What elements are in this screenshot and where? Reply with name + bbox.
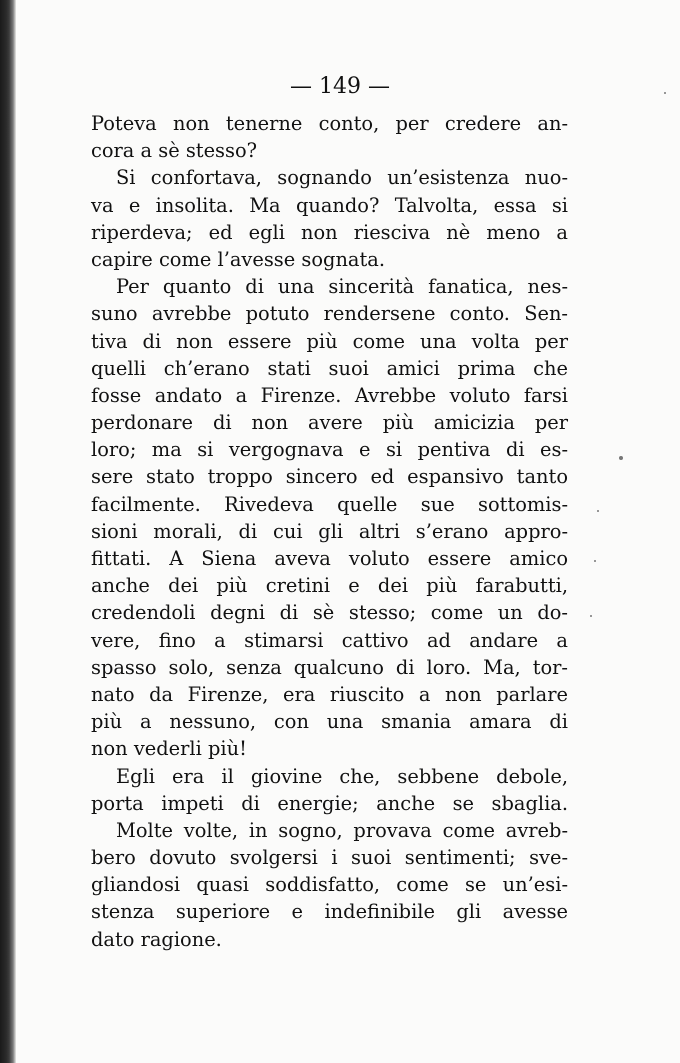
text-line: Egli era il giovine che, sebbene debole, xyxy=(116,764,568,788)
text-line: va e insolita. Ma quando? Talvolta, essa si xyxy=(91,193,568,217)
text-line: loro; ma si vergognava e si pentiva di es- xyxy=(91,438,568,462)
text-line: suno avrebbe potuto rendersene conto. Sen- xyxy=(91,302,568,326)
text-line: cora a sè stesso? xyxy=(91,139,258,163)
text-line: tiva di non essere più come una volta per xyxy=(91,329,568,353)
text-line: riperdeva; ed egli non riesciva nè meno a xyxy=(91,220,568,244)
text-line: non vederli più! xyxy=(91,737,247,761)
text-line: fittati. A Siena aveva voluto essere amico xyxy=(91,547,568,570)
text-line: capire come l’avesse sognata. xyxy=(91,247,386,271)
text-line: fosse andato a Firenze. Avrebbe voluto farsi xyxy=(91,383,568,407)
paper-speck xyxy=(594,560,596,562)
paper-speck xyxy=(619,456,623,460)
text-line: gliandosi quasi soddisfatto, come se un’esi- xyxy=(91,873,568,897)
text-line: sioni morali, di cui gli altri s’erano appro- xyxy=(91,519,568,543)
binding-shadow xyxy=(0,0,16,1063)
text-line: Poteva non tenerne conto, per credere an- xyxy=(91,112,568,135)
text-line: Si confortava, sognando un’esistenza nuo- xyxy=(116,166,568,190)
paper-speck xyxy=(597,510,599,512)
page-number: — 149 — xyxy=(290,74,390,99)
text-line: stenza superiore e indefinibile gli avesse xyxy=(91,900,568,924)
text-line: porta impeti di energie; anche se sbaglia. xyxy=(91,791,568,815)
text-line: Per quanto di una sincerità fanatica, nes- xyxy=(116,275,568,299)
body-text xyxy=(91,110,568,953)
text-line: nato da Firenze, era riuscito a non parlare xyxy=(91,682,568,706)
text-line: spasso solo, senza qualcuno di loro. Ma, tor- xyxy=(91,655,568,679)
text-line: sere stato troppo sincero ed espansivo tanto xyxy=(91,465,568,489)
text-line: anche dei più cretini e dei più farabutti, xyxy=(91,574,568,598)
text-line: perdonare di non avere più amicizia per xyxy=(91,411,568,435)
text-line: quelli ch’erano stati suoi amici prima che xyxy=(91,356,568,380)
paper-speck xyxy=(590,615,592,617)
text-line: facilmente. Rivedeva quelle sue sottomis- xyxy=(91,492,568,516)
text-line: vere, fino a stimarsi cattivo ad andare a xyxy=(91,628,568,652)
text-line: credendoli degni di sè stesso; come un do- xyxy=(91,601,568,625)
text-line: dato ragione. xyxy=(91,927,222,951)
text-line: Molte volte, in sogno, provava come avreb- xyxy=(116,818,568,842)
text-line: più a nessuno, con una smania amara di xyxy=(91,710,568,734)
paper-speck xyxy=(664,92,666,94)
text-line: bero dovuto svolgersi i suoi sentimenti; sve- xyxy=(91,846,568,870)
